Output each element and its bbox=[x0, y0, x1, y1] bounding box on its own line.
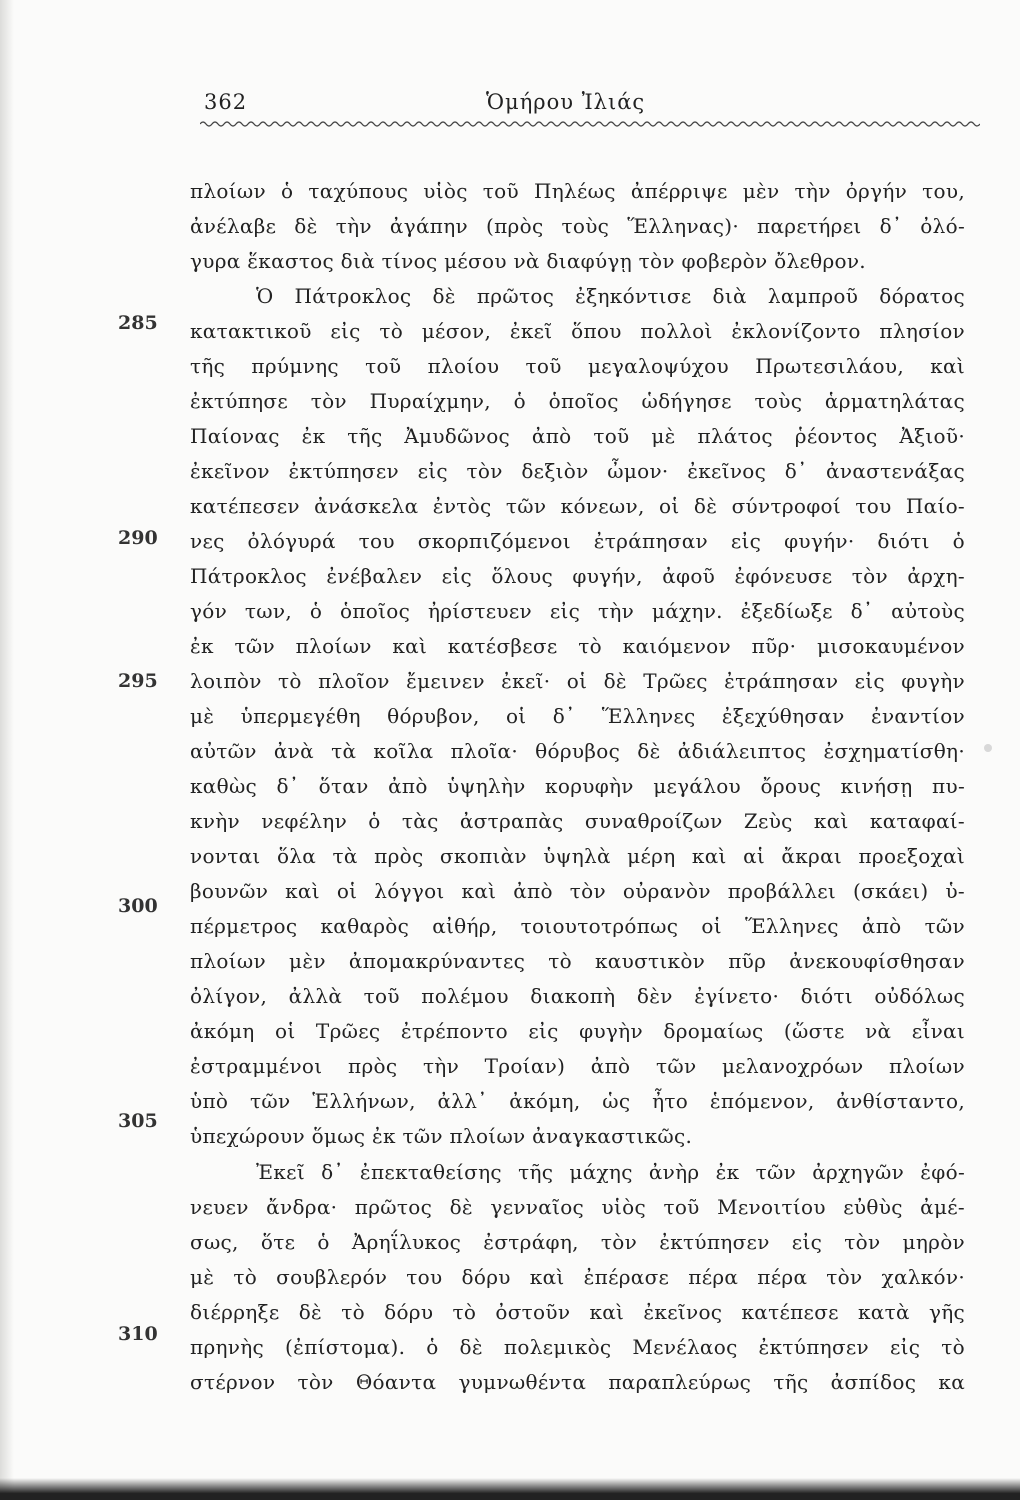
line-number: 310 bbox=[118, 1323, 158, 1345]
text-line: ὀλίγον, ἀλλὰ τοῦ πολέμου διακοπὴ δὲν ἐγίνετο· διότι οὐδόλως bbox=[190, 984, 965, 1008]
text-line: κνὴν νεφέλην ὁ τὰς ἀστραπὰς συναθροίζων Ζεὺς καὶ καταφαί- bbox=[190, 809, 965, 833]
paper-speck bbox=[984, 744, 992, 752]
text-line: ἀνέλαβε δὲ τὴν ἀγάπην (πρὸς τοὺς Ἕλληνας)· παρετήρει δ᾽ ὀλό- bbox=[190, 214, 965, 238]
text-line: Πάτροκλος ἐνέβαλεν εἰς ὅλους φυγήν, ἀφοῦ ἐφόνευσε τὸν ἀρχη- bbox=[190, 564, 965, 588]
text-line: ἀκόμη οἱ Τρῶες ἐτρέποντο εἰς φυγὴν δρομαίως (ὥστε νὰ εἶναι bbox=[190, 1019, 965, 1043]
text-line: ὑπεχώρουν ὅμως ἐκ τῶν πλοίων ἀναγκαστικῶς. bbox=[190, 1124, 693, 1148]
line-number: 295 bbox=[118, 670, 158, 692]
text-line: καθὼς δ᾽ ὅταν ἀπὸ ὑψηλὴν κορυφὴν μεγάλου ὄρους κινήσῃ πυ- bbox=[190, 774, 965, 798]
text-line: ἐστραμμένοι πρὸς τὴν Τροίαν) ἀπὸ τῶν μελανοχρόων πλοίων bbox=[190, 1054, 965, 1078]
page-number: 362 bbox=[204, 90, 248, 114]
line-number: 290 bbox=[118, 527, 158, 549]
text-line: ἐκτύπησε τὸν Πυραίχμην, ὁ ὁποῖος ὡδήγησε τοὺς ἁρματηλάτας bbox=[190, 389, 965, 413]
text-line: μὲ ὑπερμεγέθη θόρυβον, οἱ δ᾽ Ἕλληνες ἐξεχύθησαν ἐναντίον bbox=[190, 704, 965, 728]
line-number: 300 bbox=[118, 895, 158, 917]
text-line: μὲ τὸ σουβλερόν του δόρυ καὶ ἐπέρασε πέρα πέρα τὸν χαλκόν· bbox=[190, 1265, 965, 1289]
line-number: 285 bbox=[118, 312, 158, 334]
text-line: λοιπὸν τὸ πλοῖον ἔμεινεν ἐκεῖ· οἱ δὲ Τρῶες ἐτράπησαν εἰς φυγὴν bbox=[190, 669, 965, 693]
text-line: Ἐκεῖ δ᾽ ἐπεκταθείσης τῆς μάχης ἀνὴρ ἐκ τῶν ἀρχηγῶν ἐφό- bbox=[256, 1160, 965, 1184]
header-wavy-rule bbox=[200, 120, 980, 128]
text-line: διέρρηξε δὲ τὸ δόρυ τὸ ὀστοῦν καὶ ἐκεῖνος κατέπεσε κατὰ γῆς bbox=[190, 1300, 965, 1324]
page-header bbox=[0, 84, 1020, 124]
scan-bottom-edge bbox=[0, 1478, 1020, 1500]
text-line: πέρμετρος καθαρὸς αἰθήρ, τοιουτοτρόπως οἱ Ἕλληνες ἀπὸ τῶν bbox=[190, 914, 965, 938]
text-line: αὐτῶν ἀνὰ τὰ κοῖλα πλοῖα· θόρυβος δὲ ἀδιάλειπτος ἐσχηματίσθη· bbox=[190, 739, 965, 763]
text-line: σως, ὅτε ὁ Ἀρηΐλυκος ἐστράφη, τὸν ἐκτύπησεν εἰς τὸν μηρὸν bbox=[190, 1230, 965, 1254]
text-line: Ὁ Πάτροκλος δὲ πρῶτος ἐξηκόντισε διὰ λαμπροῦ δόρατος bbox=[256, 284, 965, 308]
text-line: βουνῶν καὶ οἱ λόγγοι καὶ ἀπὸ τὸν οὐρανὸν προβάλλει (σκάει) ὑ- bbox=[190, 879, 965, 903]
line-number: 305 bbox=[118, 1110, 158, 1132]
running-title: Ὁμήρου Ἰλιάς bbox=[486, 90, 646, 114]
text-line: τῆς πρύμνης τοῦ πλοίου τοῦ μεγαλοψύχου Πρωτεσιλάου, καὶ bbox=[190, 354, 965, 378]
text-line: Παίονας ἐκ τῆς Ἀμυδῶνος ἀπὸ τοῦ μὲ πλάτος ῥέοντος Ἀξιοῦ· bbox=[190, 424, 965, 448]
page-edge-shadow bbox=[0, 0, 14, 1500]
text-line: γυρα ἕκαστος διὰ τίνος μέσου νὰ διαφύγῃ τὸν φοβερὸν ὄλεθρον. bbox=[190, 249, 866, 273]
text-line: ὑπὸ τῶν Ἑλλήνων, ἀλλ᾽ ἀκόμη, ὡς ἦτο ἑπόμενον, ἀνθίσταντο, bbox=[190, 1089, 965, 1113]
text-line: πρηνὴς (ἐπίστομα). ὁ δὲ πολεμικὸς Μενέλαος ἐκτύπησεν εἰς τὸ bbox=[190, 1335, 965, 1359]
text-line: ἐκ τῶν πλοίων καὶ κατέσβεσε τὸ καιόμενον πῦρ· μισοκαυμένον bbox=[190, 634, 965, 658]
text-line: στέρνον τὸν Θόαντα γυμνωθέντα παραπλεύρως τῆς ἀσπίδος κα bbox=[190, 1370, 965, 1394]
text-line: γόν των, ὁ ὁποῖος ἠρίστευεν εἰς τὴν μάχην. ἐξεδίωξε δ᾽ αὐτοὺς bbox=[190, 599, 965, 623]
text-line: πλοίων μὲν ἀπομακρύναντες τὸ καυστικὸν πῦρ ἀνεκουφίσθησαν bbox=[190, 949, 965, 973]
text-line: ἐκεῖνον ἐκτύπησεν εἰς τὸν δεξιὸν ὦμον· ἐκεῖνος δ᾽ ἀναστενάξας bbox=[190, 459, 965, 483]
text-line: κατακτικοῦ εἰς τὸ μέσον, ἐκεῖ ὅπου πολλοὶ ἐκλονίζοντο πλησίον bbox=[190, 319, 965, 343]
text-line: πλοίων ὁ ταχύπους υἱὸς τοῦ Πηλέως ἀπέρριψε μὲν τὴν ὀργήν του, bbox=[190, 179, 965, 203]
text-line: νευεν ἄνδρα· πρῶτος δὲ γενναῖος υἱὸς τοῦ Μενοιτίου εὐθὺς ἀμέ- bbox=[190, 1195, 965, 1219]
text-line: νονται ὅλα τὰ πρὸς σκοπιὰν ὑψηλὰ μέρη καὶ αἱ ἄκραι προεξοχαὶ bbox=[190, 844, 965, 868]
text-line: κατέπεσεν ἀνάσκελα ἐντὸς τῶν κόνεων, οἱ δὲ σύντροφοί του Παίο- bbox=[190, 494, 965, 518]
text-line: νες ὀλόγυρά του σκορπιζόμενοι ἐτράπησαν εἰς φυγήν· διότι ὁ bbox=[190, 529, 965, 553]
